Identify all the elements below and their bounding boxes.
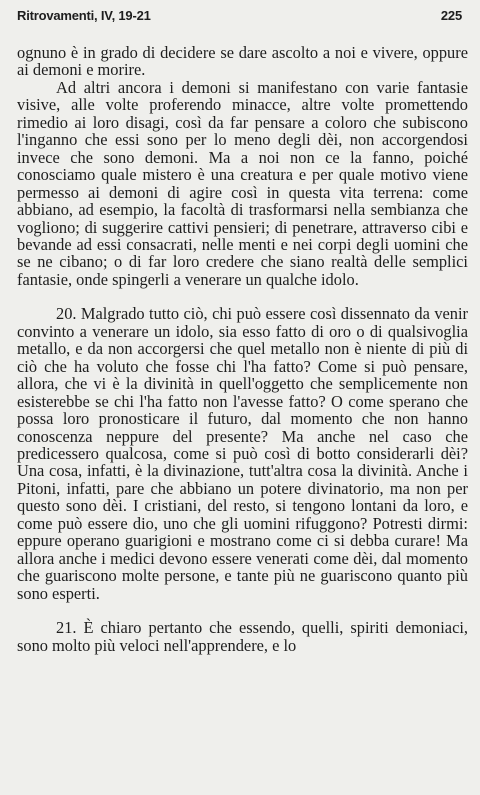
paragraph-continuation: ognuno è in grado di decidere se dare ascolto a noi e vivere, oppure ai demoni e morire. xyxy=(17,43,468,80)
running-title: Ritrovamenti, IV, 19-21 xyxy=(17,8,151,23)
section-gap xyxy=(17,602,468,619)
paragraph-section-21: 21. È chiaro pertanto che essendo, quelli, spiriti demoniaci, sono molto più veloci nell'apprendere, e lo xyxy=(17,618,468,655)
running-header xyxy=(17,8,468,23)
section-gap xyxy=(17,288,468,305)
body-text xyxy=(17,44,468,654)
paragraph-section-20: 20. Malgrado tutto ciò, chi può essere così dissennato da venir convinto a venerare un idolo, sia esso fatto di oro o di qualsivoglia metallo, e da non accorgersi che quel metallo non è niente di più di ciò che ha voluto che fosse chi l'ha fatto? Come si può pensare, allora, che vi è la divinità in quell'oggetto che semplicemente non esisterebbe se chi l'ha fatto non l'avesse fatto? O come sperano che possa loro pronosticare il futuro, dal momento che non hanno conoscenza neppure del presente? Ma anche nel caso che predicessero qualcosa, come si può così di botto considerarli dèi? Una cosa, infatti, è la divinazione, tutt'altra cosa la divinità. Anche i Pitoni, infatti, pare che abbiano un potere divinatorio, ma non per questo sono dèi. I cristiani, del resto, si tengono lontani da loro, e come può essere dio, uno che gli uomini rifuggono? Potresti dirmi: eppure operano guarigioni e mostrano come ci si debba curare! Ma allora anche i medici devono essere venerati come dèi, dal momento che guariscono molte persone, e tante più ne guariscono quanto più sono esperti. xyxy=(17,304,468,603)
page-number: 225 xyxy=(440,8,462,23)
paragraph: Ad altri ancora i demoni si manifestano con varie fantasie visive, alle volte proferendo minacce, altre volte promettendo rimedio ai loro disagi, così da far pensare a coloro che subiscono l'inganno che essi sono per lo meno degli dèi, non accorgendosi invece che sono demoni. Ma a noi non ce la fanno, poiché conosciamo quale mistero è una creatura e per quale motivo viene permesso ai demoni di agire così in questa vita terrena: come abbiano, ad esempio, la facoltà di trasformarsi nella sembianza che vogliono; di suggerire cattivi pensieri; di penetrare, attraverso cibi e bevande ad essi consacrati, nelle menti e nei corpi degli uomini che se ne cibano; o di far loro credere che siano realtà delle semplici fantasie, onde spingerli a venerare un qualche idolo. xyxy=(17,77,468,289)
